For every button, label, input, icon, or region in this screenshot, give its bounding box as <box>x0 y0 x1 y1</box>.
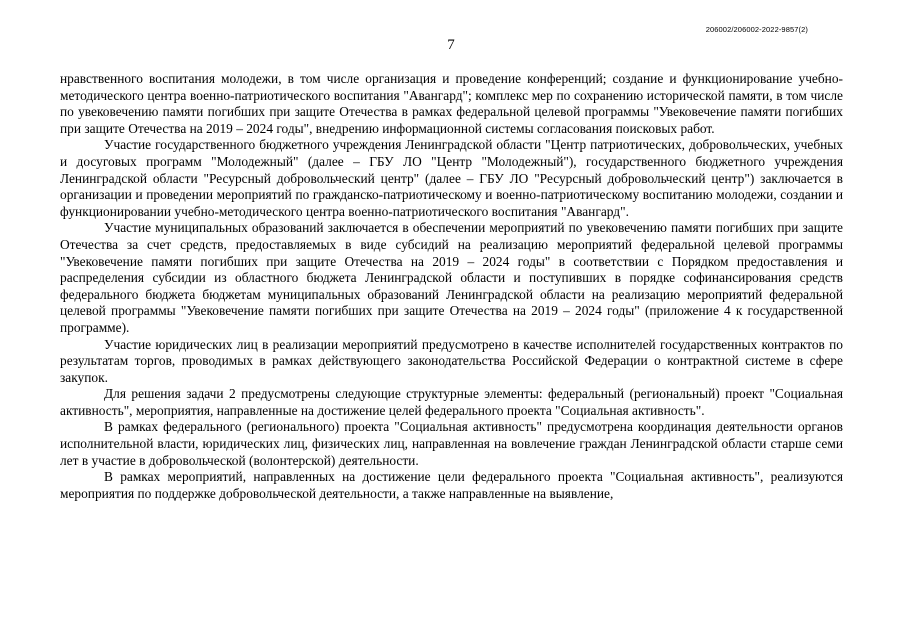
document-body <box>60 71 843 502</box>
page-number: 7 <box>447 37 455 53</box>
document-id: 206002/206002-2022-9857(2) <box>705 25 808 34</box>
paragraph: Участие юридических лиц в реализации мероприятий предусмотрено в качестве исполнителей государственных контрактов по результатам торгов, проводимых в рамках действующего законодательства Российской Федерации о контрактной системе в сфере закупок. <box>60 336 843 385</box>
paragraph: Участие государственного бюджетного учреждения Ленинградской области "Центр патриотических, добровольческих, учебных и досуговых программ "Молодежный" (далее – ГБУ ЛО "Центр "Молодежный"), государственного бюджетного учреждения Ленинградской области "Ресурсный добровольческий центр" (далее – ГБУ ЛО "Ресурсный добровольческий центр") заключается в организации и проведении мероприятий по гражданско-патриотическому и военно-патриотическому воспитанию молодежи, создании и функционировании учебно-методического центра военно-патриотического воспитания "Авангард". <box>60 137 843 219</box>
paragraph: Участие муниципальных образований заключается в обеспечении мероприятий по увековечению памяти погибших при защите Отечества за счет средств, предоставляемых в виде субсидий на реализацию мероприятий федеральной целевой программы "Увековечение памяти погибших при защите Отечества на 2019 – 2024 годы" в соответствии с Порядком предоставления и распределения субсидии из областного бюджета Ленинградской области и поступивших в порядке софинансирования средств федерального бюджета бюджетам муниципальных образований Ленинградской области на реализацию мероприятий федеральной целевой программы "Увековечение памяти погибших при защите Отечества на 2019 – 2024 годы" (приложение 4 к государственной программе). <box>60 220 843 335</box>
paragraph: Для решения задачи 2 предусмотрены следующие структурные элементы: федеральный (региональный) проект "Социальная активность", мероприятия, направленные на достижение целей федерального проекта "Социальная активность". <box>60 386 843 418</box>
paragraph: В рамках мероприятий, направленных на достижение цели федерального проекта "Социальная активность", реализуются мероприятия по поддержке добровольческой деятельности, а также направленные на выявление, <box>60 469 843 501</box>
paragraph-continued: нравственного воспитания молодежи, в том числе организация и проведение конференций; создание и функционирование учебно-методического центра военно-патриотического воспитания "Авангард"; комплекс мер по сохранению исторической памяти, в том числе по увековечению памяти погибших при защите Отечества в рамках федеральной целевой программы "Увековечение памяти погибших при защите Отечества на 2019 – 2024 годы", внедрению информационной системы согласования поисковых работ. <box>60 71 843 136</box>
paragraph: В рамках федерального (регионального) проекта "Социальная активность" предусмотрена координация деятельности органов исполнительной власти, юридических лиц, физических лиц, направленная на вовлечение граждан Ленинградской области старше семи лет в участие в добровольческой (волонтерской) деятельности. <box>60 419 843 468</box>
